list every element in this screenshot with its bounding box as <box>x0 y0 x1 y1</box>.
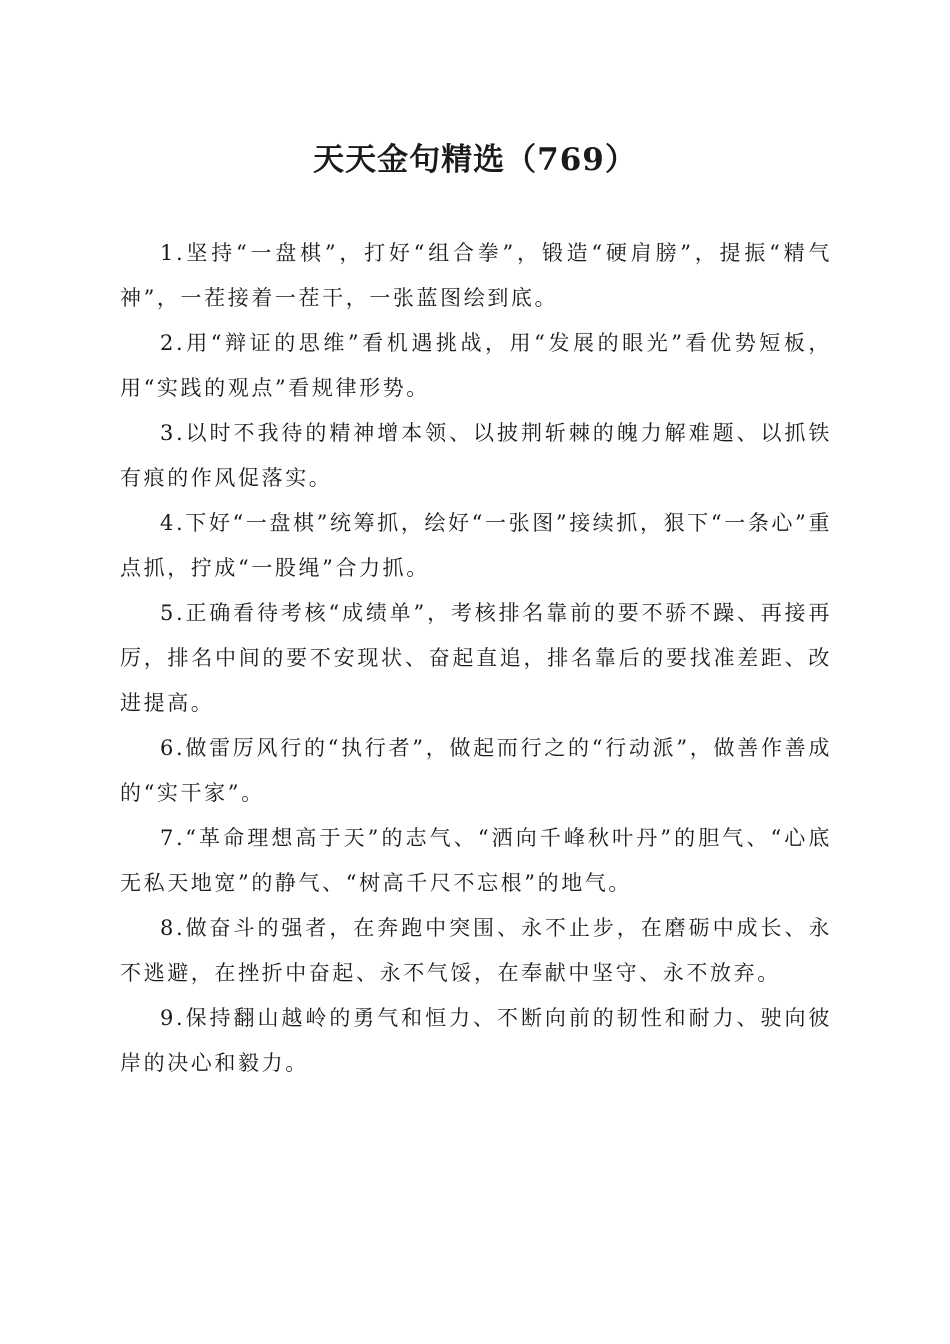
quote-item-9: 9.保持翻山越岭的勇气和恒力、不断向前的韧性和耐力、驶向彼岸的决心和毅力。 <box>120 1006 832 1075</box>
quote-item-3: 3.以时不我待的精神增本领、以披荆斩棘的魄力解难题、以抓铁有痕的作风促落实。 <box>120 421 832 490</box>
quote-item-6: 6.做雷厉风行的“执行者”，做起而行之的“行动派”，做善作善成的“实干家”。 <box>120 736 832 805</box>
quote-item-8: 8.做奋斗的强者，在奔跑中突围、永不止步，在磨砺中成长、永不逃避，在挫折中奋起、永不气馁，在奉献中坚守、永不放弃。 <box>120 916 832 985</box>
quote-list <box>120 231 832 1086</box>
quote-item-2: 2.用“辩证的思维”看机遇挑战，用“发展的眼光”看优势短板，用“实践的观点”看规律形势。 <box>120 331 832 400</box>
quote-item-5: 5.正确看待考核“成绩单”，考核排名靠前的要不骄不躁、再接再厉，排名中间的要不安现状、奋起直追，排名靠后的要找准差距、改进提高。 <box>120 601 832 715</box>
page-title: 天天金句精选（769） <box>313 142 637 178</box>
quote-item-1: 1.坚持“一盘棋”，打好“组合拳”，锻造“硬肩膀”，提振“精气神”，一茬接着一茬干，一张蓝图绘到底。 <box>120 241 832 310</box>
quote-item-4: 4.下好“一盘棋”统筹抓，绘好“一张图”接续抓，狠下“一条心”重点抓，拧成“一股绳”合力抓。 <box>120 511 832 580</box>
quote-item-7: 7.“革命理想高于天”的志气、“洒向千峰秋叶丹”的胆气、“心底无私天地宽”的静气、“树高千尺不忘根”的地气。 <box>120 826 832 895</box>
